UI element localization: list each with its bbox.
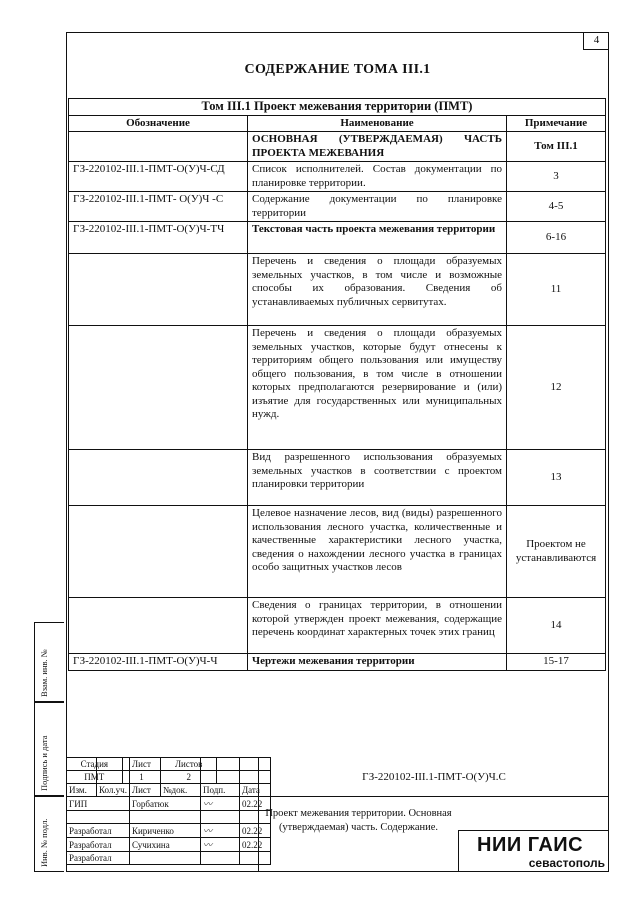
row-name: Список исполнителей. Состав документации по планировке территории. [248, 162, 507, 192]
table-row [69, 598, 606, 654]
contents-table [68, 98, 606, 671]
side-label-inventory-text: Инв. № подл. [39, 818, 49, 867]
row-designation: ГЗ-220102-III.1-ПМТ-О(У)Ч-ТЧ [69, 222, 248, 254]
column-header-note: Примечание [507, 115, 606, 132]
table-row [69, 162, 606, 192]
table-row [69, 192, 606, 222]
row-name: Текстовая часть проекта межевания территории [248, 222, 507, 254]
row-designation [69, 450, 248, 506]
stamp-col-count: Кол.уч. [97, 784, 130, 797]
sheet-value: 1 [122, 771, 161, 784]
stage-header: Стадия [67, 758, 123, 771]
stamp-person: Горбатюк [129, 797, 200, 811]
stamp-role: Разработал [67, 824, 130, 838]
row-name: Содержание документации по планировке территории [248, 192, 507, 222]
row-note: 13 [507, 450, 606, 506]
row-note: 4-5 [507, 192, 606, 222]
stamp-col-docnum: №док. [160, 784, 200, 797]
sheets-header: Листов [161, 758, 217, 771]
row-designation [69, 132, 248, 162]
side-label-replacement [34, 622, 64, 702]
row-designation: ГЗ-220102-III.1-ПМТ-О(У)Ч-СД [69, 162, 248, 192]
row-note: Том III.1 [507, 132, 606, 162]
column-header-name: Наименование [248, 115, 507, 132]
page-number: 4 [583, 32, 609, 50]
row-note: 12 [507, 326, 606, 450]
row-note: 3 [507, 162, 606, 192]
organization-name: НИИ ГАИС [477, 834, 584, 856]
stamp-person: Кириченко [129, 824, 200, 838]
stamp-col-date: Дата [239, 784, 270, 797]
row-designation [69, 254, 248, 326]
side-label-replacement-text: Взам. инв. № [39, 649, 49, 697]
stage-value: ПМТ [67, 771, 123, 784]
stamp-date: 02.22 [239, 797, 270, 811]
table-row [69, 222, 606, 254]
side-label-signature-text: Подпись и дата [39, 735, 49, 791]
row-designation [69, 506, 248, 598]
stamp-role: Разработал [67, 838, 130, 852]
stamp-role: Разработал [67, 852, 130, 865]
document-code: ГЗ-220102-III.1-ПМТ-О(У)Ч.С [258, 757, 609, 797]
table-row [69, 254, 606, 326]
row-designation: ГЗ-220102-III.1-ПМТ-О(У)Ч-Ч [69, 654, 248, 671]
column-header-designation: Обозначение [69, 115, 248, 132]
document-description: Проект межевания территории. Основная (утверждаемая) часть. Содержание. [258, 797, 458, 872]
row-note: 14 [507, 598, 606, 654]
row-note: 6-16 [507, 222, 606, 254]
sheet-header: Лист [122, 758, 161, 771]
row-name: Перечень и сведения о площади образуемых земельных участков, в том числе и возможные способы их образования. Сведения об устанавливаемых публичных сервитутах. [248, 254, 507, 326]
signature-mark: 〰 [200, 824, 239, 838]
row-designation [69, 326, 248, 450]
row-name: Перечень и сведения о площади образуемых земельных участков, которые будут отнесены к территориям общего пользования или имуществу общего пользования, в том числе в отношении которых предполагаются резервирование и (или) изъятие для государственных или муниципальных нужд. [248, 326, 507, 450]
stamp-date: 02.22 [239, 838, 270, 852]
table-row [69, 506, 606, 598]
side-label-signature [34, 702, 64, 796]
table-row [69, 654, 606, 671]
row-note: Проектом не устанавливаются [507, 506, 606, 598]
document-title: СОДЕРЖАНИЕ ТОМА III.1 [244, 62, 431, 77]
table-row [69, 326, 606, 450]
side-label-inventory [34, 796, 64, 872]
stamp-role: ГИП [67, 797, 130, 811]
row-name: ОСНОВНАЯ (УТВЕРЖДАЕМАЯ) ЧАСТЬ ПРОЕКТА МЕЖЕВАНИЯ [248, 132, 507, 162]
row-designation: ГЗ-220102-III.1-ПМТ- О(У)Ч -С [69, 192, 248, 222]
table-row [69, 450, 606, 506]
stamp-date: 02.22 [239, 824, 270, 838]
row-designation [69, 598, 248, 654]
row-name: Чертежи межевания территории [248, 654, 507, 671]
contents-table-body [69, 132, 606, 671]
stamp-person [129, 852, 200, 865]
signature-mark: 〰 [200, 838, 239, 852]
volume-header: Том III.1 Проект межевания территории (ПМТ) [69, 99, 606, 116]
title-block [66, 757, 609, 872]
stamp-person: Сучихина [129, 838, 200, 852]
stamp-col-change: Изм. [67, 784, 97, 797]
row-note: 11 [507, 254, 606, 326]
row-note: 15-17 [507, 654, 606, 671]
row-name: Вид разрешенного использования образуемых земельных участков в соответствии с проектом планировки территории [248, 450, 507, 506]
table-row [69, 132, 606, 162]
sheets-value: 2 [161, 771, 217, 784]
row-name: Целевое назначение лесов, вид (виды) разрешенного использования лесного участка, количественные и качественные характеристики лесного участка, сведения о нахождении лесного участка в границах особо защитных участков лесов [248, 506, 507, 598]
organization-logo [458, 830, 609, 872]
stamp-col-sheet: Лист [129, 784, 160, 797]
signature-mark: 〰 [200, 797, 239, 811]
stamp-col-sign: Подп. [200, 784, 239, 797]
stage-table [66, 757, 217, 784]
row-name: Сведения о границах территории, в отношении которой утвержден проект межевания, содержащие перечень координат характерных точек этих границ [248, 598, 507, 654]
organization-city: севастополь [528, 856, 605, 870]
